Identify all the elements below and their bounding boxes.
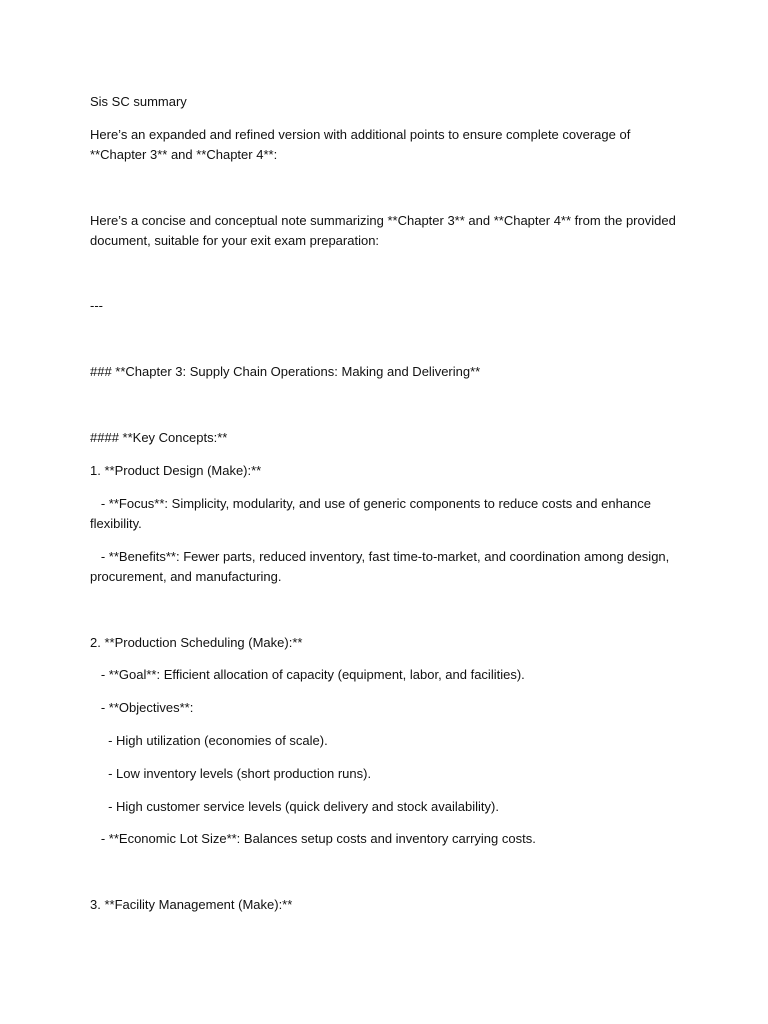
item2-objectives: - **Objectives**: bbox=[90, 700, 194, 715]
item2-objective-2: - Low inventory levels (short production runs). bbox=[90, 766, 372, 781]
item2-goal: - **Goal**: Efficient allocation of capacity (equipment, labor, and facilities). bbox=[90, 667, 525, 682]
key-concepts-heading: #### **Key Concepts:** bbox=[90, 430, 228, 445]
item3-title: 3. **Facility Management (Make):** bbox=[90, 897, 293, 912]
item1-focus: - **Focus**: Simplicity, modularity, and use of generic components to reduce costs and enhance flexibility. bbox=[90, 496, 655, 531]
intro-paragraph-2: Here’s a concise and conceptual note summarizing **Chapter 3** and **Chapter 4** from the provided document, suitable for your exit exam preparation: bbox=[90, 213, 680, 248]
divider-text: --- bbox=[90, 298, 103, 313]
intro-paragraph-1: Here’s an expanded and refined version with additional points to ensure complete coverage of **Chapter 3** and **Chapter 4**: bbox=[90, 127, 634, 162]
item2-objective-1: - High utilization (economies of scale). bbox=[90, 733, 328, 748]
item1-title: 1. **Product Design (Make):** bbox=[90, 463, 262, 478]
item2-title: 2. **Production Scheduling (Make):** bbox=[90, 635, 303, 650]
item2-lot-size: - **Economic Lot Size**: Balances setup costs and inventory carrying costs. bbox=[90, 831, 536, 846]
item2-objective-3: - High customer service levels (quick delivery and stock availability). bbox=[90, 799, 499, 814]
item1-benefits: - **Benefits**: Fewer parts, reduced inventory, fast time-to-market, and coordination among design, procurement, and manufacturing. bbox=[90, 549, 673, 584]
chapter3-heading: ### **Chapter 3: Supply Chain Operations: Making and Delivering** bbox=[90, 364, 481, 379]
document-title: Sis SC summary bbox=[90, 94, 187, 109]
